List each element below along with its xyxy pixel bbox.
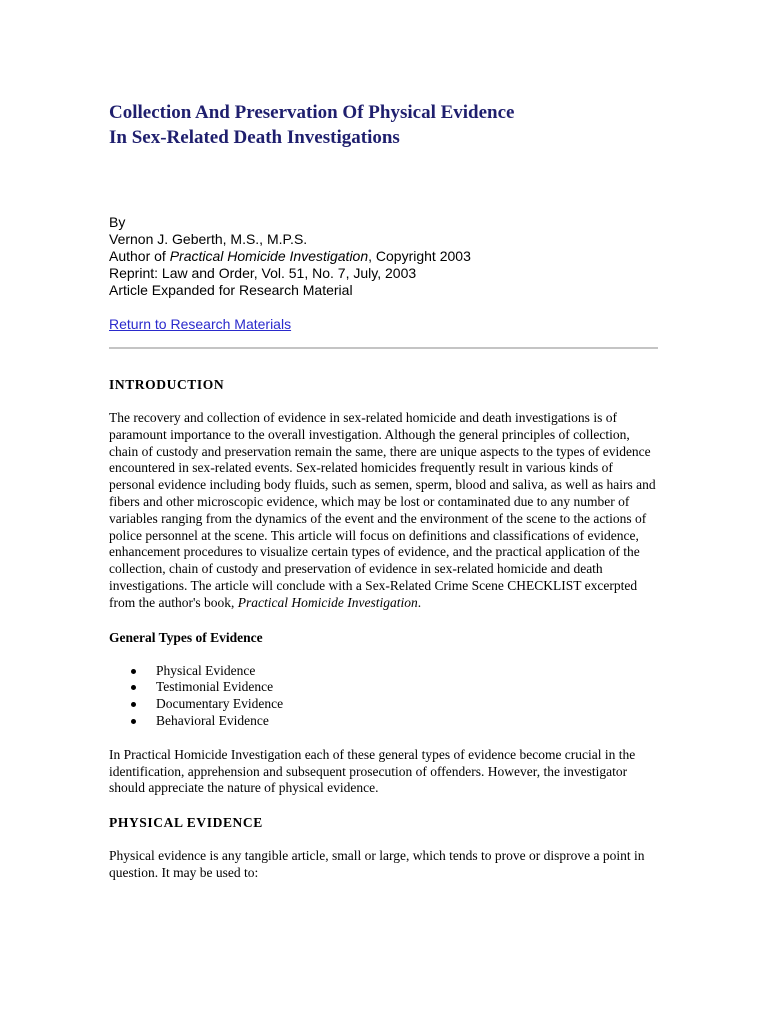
bullet-icon (131, 719, 136, 724)
list-item (156, 696, 659, 713)
general-types-followup: In Practical Homicide Investigation each of these general types of evidence become crucial in the identification, apprehension and subsequent prosecution of offenders. However, the investigator should appreciate the nature of physical evidence. (109, 746, 636, 796)
general-types-heading: General Types of Evidence (109, 629, 263, 645)
byline-expanded: Article Expanded for Research Material (109, 282, 353, 298)
introduction-book-title: Practical Homicide Investigation (237, 594, 418, 610)
list-item (156, 679, 659, 696)
list-item-label: Behavioral Evidence (156, 712, 269, 728)
article-title (109, 100, 659, 150)
list-item-label: Documentary Evidence (156, 696, 284, 712)
byline-by: By (109, 214, 126, 230)
byline (109, 214, 659, 299)
byline-book-title: Practical Homicide Investigation (169, 248, 369, 264)
byline-book (109, 248, 659, 265)
introduction-body: The recovery and collection of evidence in sex-related homicide and death investigations is of paramount importance to the overall investigation. Although the general principles of collection, chain of custody and preservation remain the same, there are unique aspects to the types of evidence encountered in sex-related events. Sex-related homicides frequently result in various kinds of personal evidence including body fluids, such as semen, sperm, blood and saliva, as well as hairs and fibers and other microscopic evidence, which may be lost or contaminated due to any number of variables ranging from the dynamics of the event and the environment of the scene to the actions of police personnel at the scene. This article will focus on definitions and classifications of evidence, enhancement procedures to visualize certain types of evidence, and the practical application of the collection, chain of custody and preservation of evidence in sex-related homicide and death investigations. The article will conclude with a Sex-Related Crime Scene CHECKLIST excerpted from the author's book, (109, 410, 656, 610)
bullet-icon (131, 685, 136, 690)
evidence-types-list (109, 663, 659, 730)
byline-book-prefix: Author of (109, 248, 170, 264)
physical-evidence-paragraph: Physical evidence is any tangible article, small or large, which tends to prove or disprove a point in question. It may be used to: (109, 848, 645, 880)
introduction-end: . (417, 594, 422, 610)
return-to-research-link[interactable]: Return to Research Materials (109, 316, 292, 332)
byline-reprint: Reprint: Law and Order, Vol. 51, No. 7, July, 2003 (109, 265, 417, 281)
article-title-line-1: Collection And Preservation Of Physical Evidence (109, 102, 515, 123)
list-item-label: Physical Evidence (156, 662, 256, 678)
bullet-icon (131, 669, 136, 674)
introduction-heading: INTRODUCTION (109, 377, 225, 392)
horizontal-rule (109, 347, 658, 349)
bullet-icon (131, 702, 136, 707)
list-item-label: Testimonial Evidence (156, 679, 274, 695)
list-item (156, 713, 659, 730)
byline-author: Vernon J. Geberth, M.S., M.P.S. (109, 231, 308, 247)
byline-book-suffix: , Copyright 2003 (368, 248, 471, 264)
article-title-line-2: In Sex-Related Death Investigations (109, 127, 400, 148)
physical-evidence-heading: PHYSICAL EVIDENCE (109, 815, 263, 831)
list-item (156, 663, 659, 680)
introduction-paragraph (109, 410, 659, 612)
article (109, 100, 659, 882)
